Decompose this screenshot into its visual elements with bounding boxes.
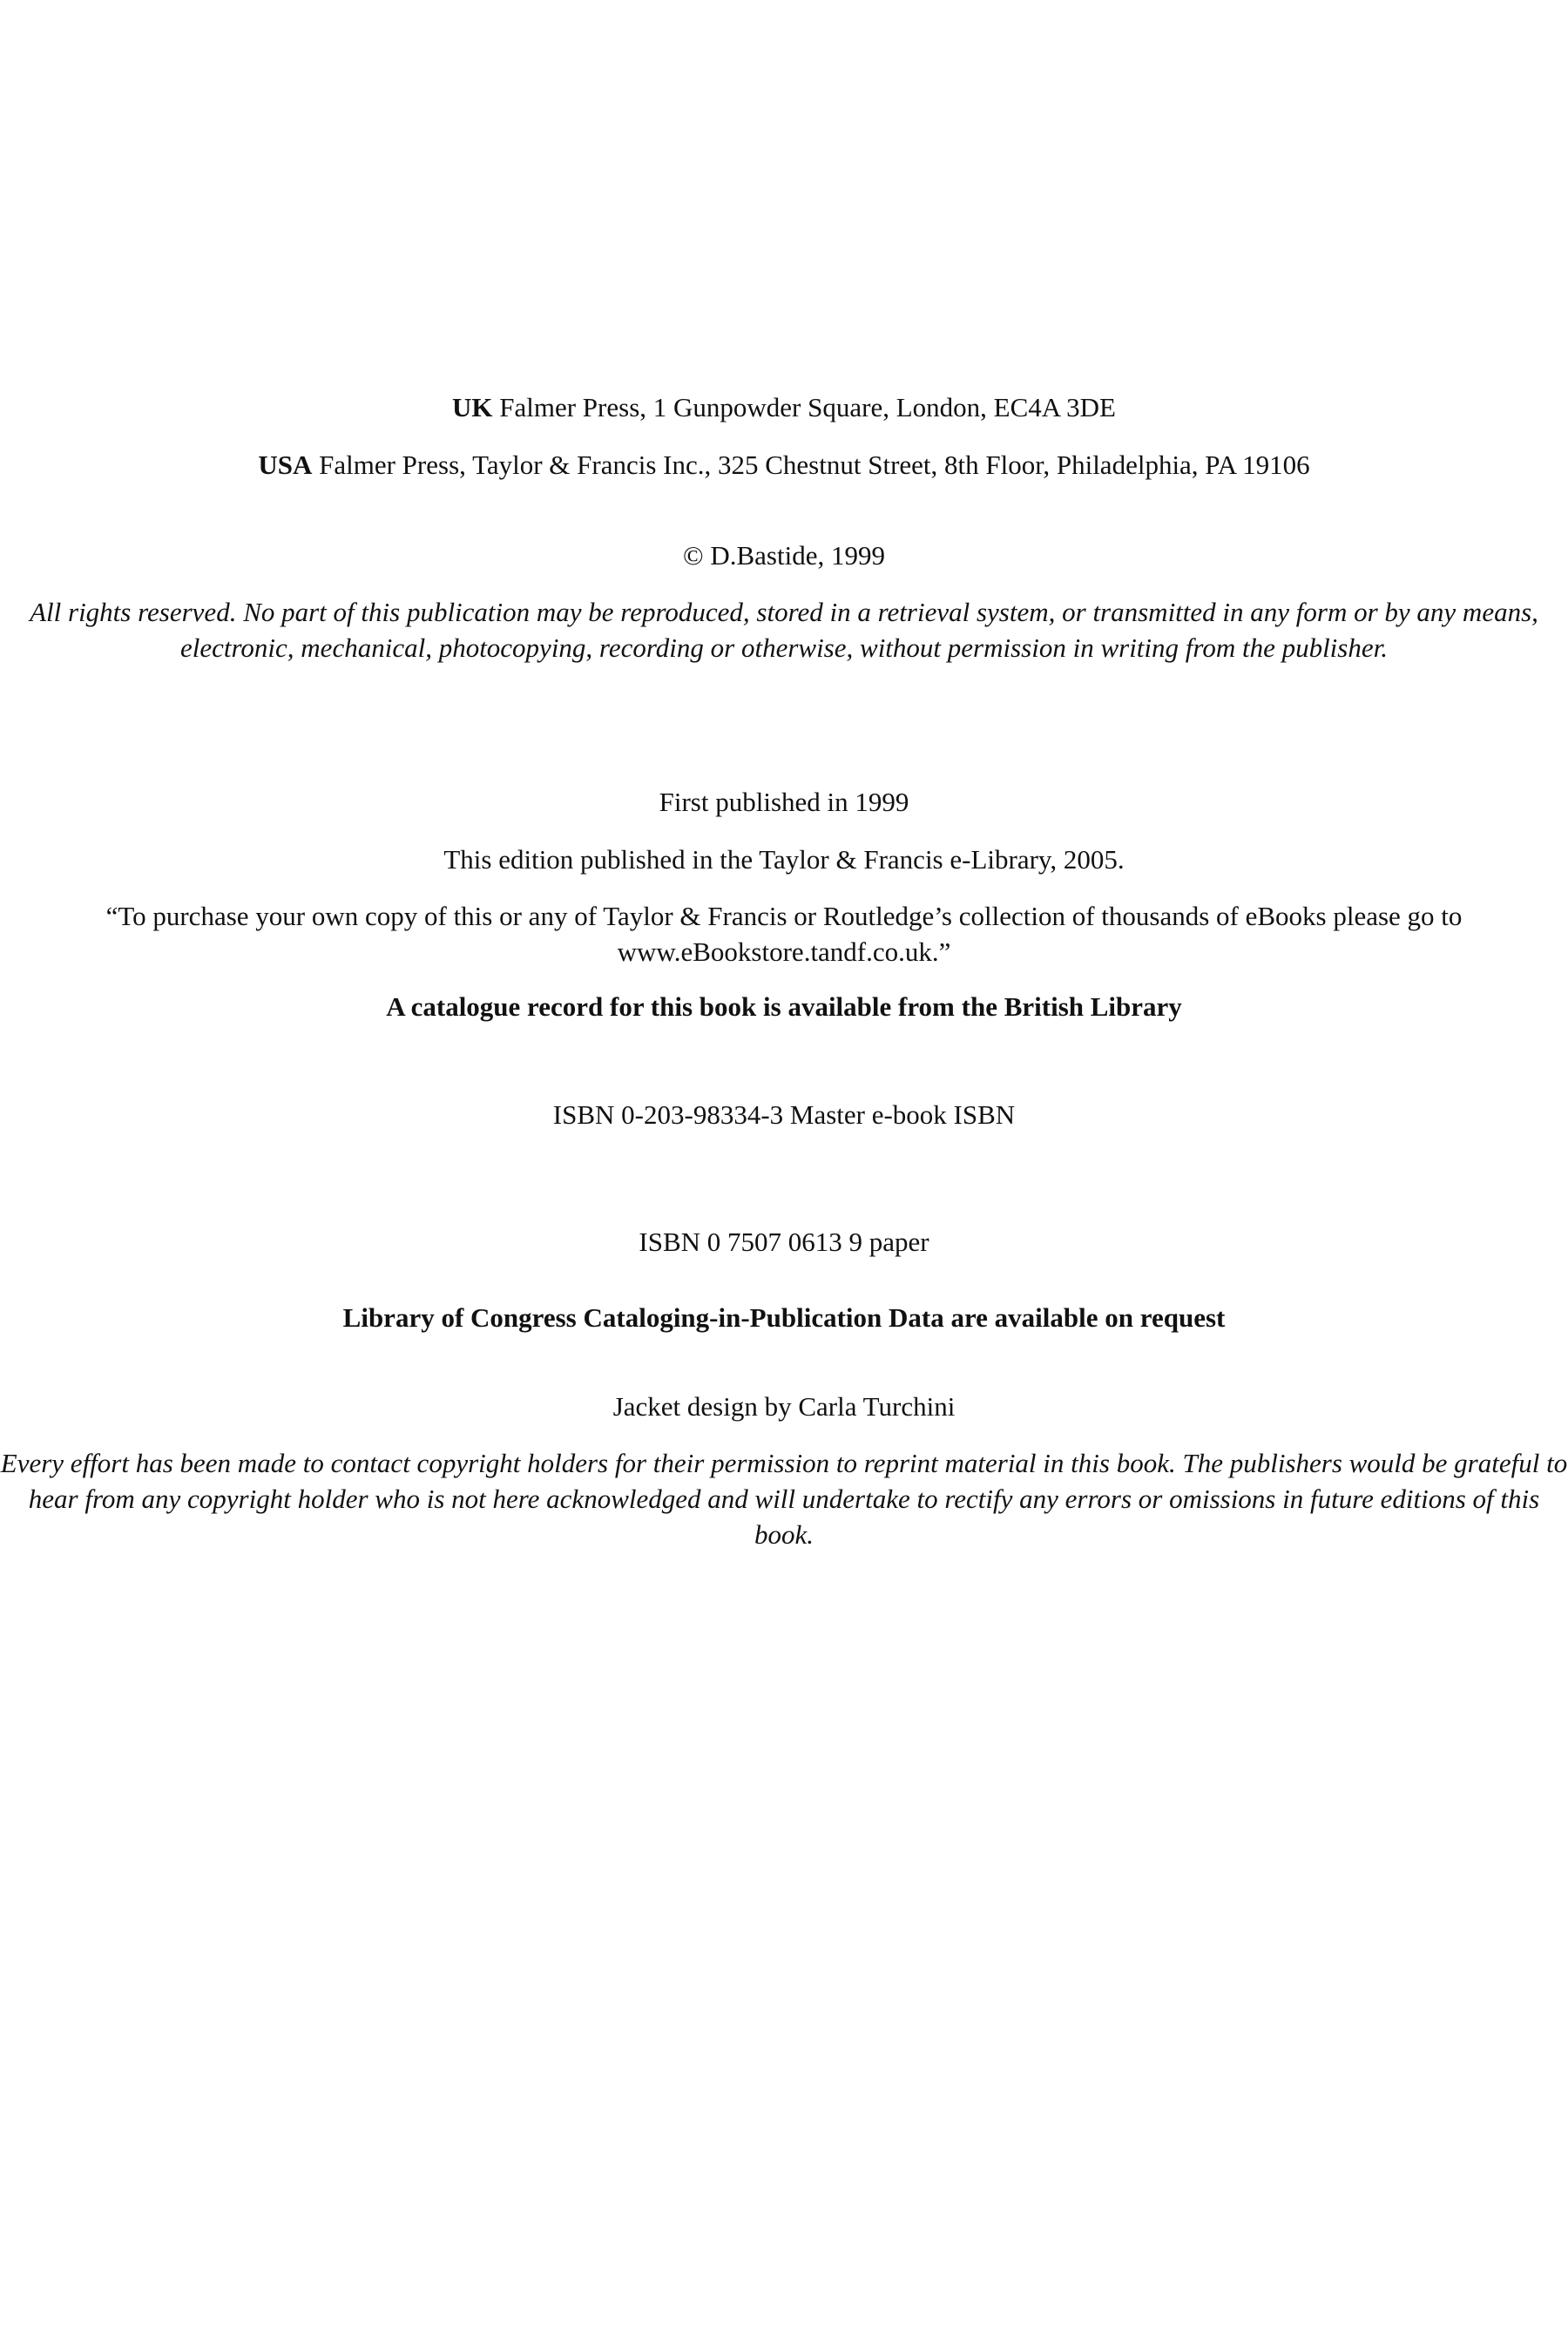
rights-notice-line: All rights reserved. No part of this publication: [30, 597, 531, 627]
catalogue-record-line: British Library: [1004, 991, 1182, 1022]
usa-address-line-1: Falmer Press, Taylor & Francis Inc., 325 Chestnut: [312, 449, 862, 480]
purchase-note-line: “To purchase your own copy of this or any of Taylor & Francis or Routledge’s collection of: [105, 901, 1095, 931]
uk-label: UK: [452, 392, 493, 422]
first-published: First published in 1999: [659, 787, 909, 817]
catalogue-record: [0, 989, 1568, 1024]
permission-notice-line: Every effort has been made to contact copyright holders: [0, 1448, 609, 1478]
rights-notice-line: mechanical, photocopying, recording or otherwise,: [301, 632, 854, 663]
isbn-paper: ISBN 0 7507 0613 9 paper: [639, 1227, 929, 1257]
permission-notice: [0, 1445, 1568, 1552]
loc-data-line: available on request: [994, 1302, 1226, 1333]
usa-address: [0, 447, 1568, 483]
usa-label: USA: [258, 449, 313, 480]
edition-note: This edition published in the Taylor & Francis e-Library, 2005.: [443, 844, 1125, 875]
rights-notice-line: transmitted in any form or by any means, electronic,: [180, 597, 1538, 663]
purchase-note-line: thousands of eBooks please go to www.eBookstore.tandf.co.uk.”: [617, 901, 1463, 967]
permission-notice-line: future editions of this book.: [754, 1484, 1540, 1550]
rights-notice-line: without permission in writing from the publisher.: [860, 632, 1388, 663]
loc-data: [0, 1300, 1568, 1335]
jacket-design: Jacket design by Carla Turchini: [612, 1391, 956, 1422]
permission-notice-line: The publishers would be grateful to hear from any: [28, 1448, 1568, 1514]
catalogue-record-line: A catalogue record for this book is available from the: [386, 991, 997, 1022]
usa-address-line-2: Street, 8th Floor, Philadelphia, PA 19106: [868, 449, 1310, 480]
uk-address-text: Falmer Press, 1 Gunpowder Square, London, EC4A 3DE: [492, 392, 1116, 422]
isbn-ebook: ISBN 0-203-98334-3 Master e-book ISBN: [552, 1099, 1016, 1130]
copyright-line: © D.Bastide, 1999: [683, 540, 885, 571]
uk-address: [0, 389, 1568, 425]
permission-notice-line: will undertake to rectify any errors or omissions in: [754, 1484, 1304, 1514]
loc-data-line: Library of Congress Cataloging-in-Publication Data are: [342, 1302, 988, 1333]
purchase-note: [0, 898, 1568, 970]
rights-notice: [0, 594, 1568, 666]
permission-notice-line: copyright holder who is not here acknowledged and: [187, 1484, 748, 1514]
permission-notice-line: for their permission to reprint material in this book.: [614, 1448, 1176, 1478]
rights-notice-line: may be reproduced, stored in a retrieval system, or: [536, 597, 1086, 627]
